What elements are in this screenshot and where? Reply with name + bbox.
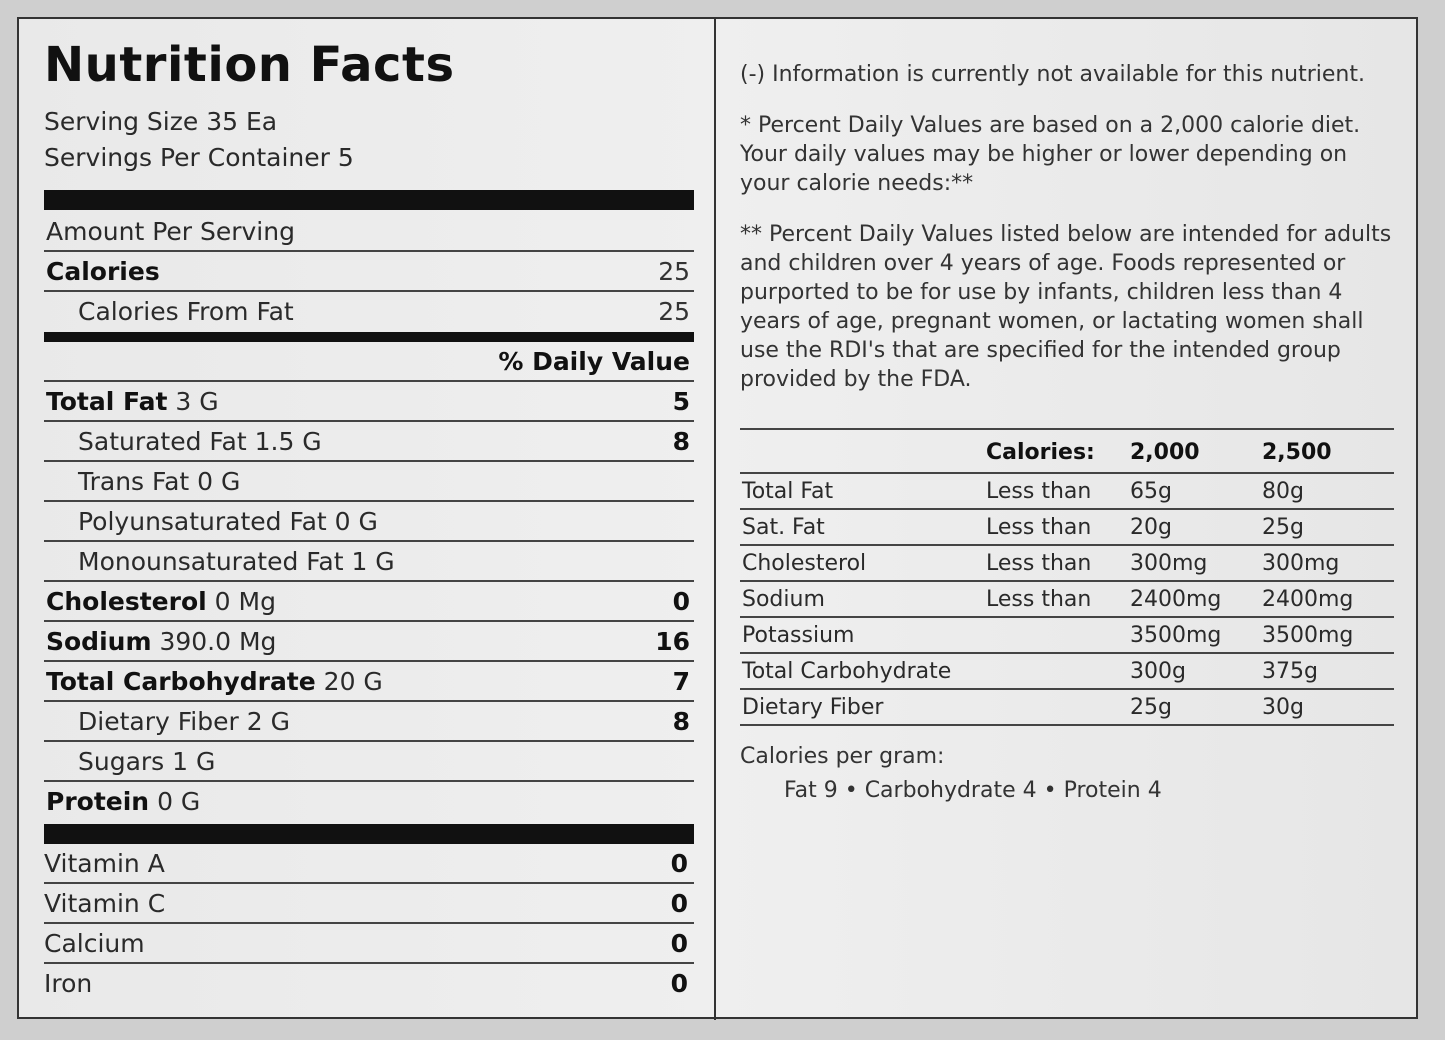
nutrient-row-trans-fat: [44, 462, 694, 502]
note-rdi: ** Percent Daily Values listed below are intended for adults and children over 4 years of age. Foods represented or purported to be for use by infants, children less than 4 years of age, pregnant women, or lactating women shall use the RDI's that are specified for the intended group provided by the FDA.: [740, 222, 1392, 392]
calories-per-gram-factors: Fat 9 • Carbohydrate 4 • Protein 4: [784, 778, 1162, 803]
thick-bar-top: [44, 190, 694, 210]
vitamin-dv: 0: [670, 969, 688, 998]
dv-nutrient: Total Carbohydrate: [742, 659, 952, 684]
vitamin-name: Vitamin A: [44, 849, 165, 878]
nutrient-name: Trans Fat: [78, 467, 190, 496]
nutrient-name: Total Carbohydrate: [46, 667, 316, 696]
nutrient-row-total-fat: [44, 382, 694, 422]
dv-header-col1: 2,000: [1130, 440, 1200, 465]
nutrient-amount: 1.5 G: [254, 427, 322, 456]
nutrient-row-monounsaturated-fat: [44, 542, 694, 582]
nutrient-row-sugars: [44, 742, 694, 782]
dv-value-2000: 300mg: [1130, 551, 1208, 576]
nutrient-amount: 390.0 Mg: [159, 627, 277, 656]
table-row: [740, 546, 1394, 582]
note-percent-dv: * Percent Daily Values are based on a 2,000 calorie diet. Your daily values may be higher or lower depending on your calorie needs:**: [740, 113, 1361, 196]
nutrient-amount: 0 G: [197, 467, 241, 496]
dv-qualifier: Less than: [986, 551, 1092, 576]
dv-value-2500: 80g: [1262, 479, 1304, 504]
nutrient-row-protein: [44, 782, 694, 822]
nutrient-row-total-carbohydrate: [44, 662, 694, 702]
nutrient-name: Cholesterol: [46, 587, 207, 616]
nutrient-name: Saturated Fat: [78, 427, 247, 456]
vitamin-name: Vitamin C: [44, 889, 166, 918]
calories-from-fat-value: 25: [658, 297, 690, 326]
dv-value-2500: 2400mg: [1262, 587, 1354, 612]
amount-per-serving-row: [44, 212, 694, 252]
amount-per-serving: Amount Per Serving: [46, 217, 295, 246]
vitamin-row-c: [44, 884, 694, 924]
dv-header-label: Calories:: [986, 440, 1095, 465]
dv-header-col2: 2,500: [1262, 440, 1332, 465]
dv-qualifier: Less than: [986, 479, 1092, 504]
nutrient-amount: 3 G: [175, 387, 219, 416]
nutrient-amount: 20 G: [323, 667, 383, 696]
nutrient-amount: 1 G: [351, 547, 395, 576]
nutrient-row-dietary-fiber: [44, 702, 694, 742]
dv-value-2500: 375g: [1262, 659, 1318, 684]
dv-value-2500: 30g: [1262, 695, 1304, 720]
nutrient-row-sodium: [44, 622, 694, 662]
table-row: [740, 654, 1394, 690]
vitamin-row-iron: [44, 964, 694, 1004]
footnotes-panel: [740, 60, 1394, 416]
table-row: [740, 690, 1394, 726]
dv-value-2000: 20g: [1130, 515, 1172, 540]
nutrition-facts-panel: [44, 30, 694, 1004]
label-title: Nutrition Facts: [44, 37, 455, 93]
dv-qualifier: Less than: [986, 587, 1092, 612]
nutrient-dv: 0: [672, 587, 690, 616]
dv-nutrient: Total Fat: [742, 479, 834, 504]
vitamin-dv: 0: [670, 889, 688, 918]
vitamin-row-calcium: [44, 924, 694, 964]
servings-per-container: Servings Per Container 5: [44, 143, 354, 172]
dv-nutrient: Cholesterol: [742, 551, 867, 576]
nutrient-name: Monounsaturated Fat: [78, 547, 344, 576]
dv-qualifier: Less than: [986, 515, 1092, 540]
note-unavailable: (-) Information is currently not available for this nutrient.: [740, 62, 1365, 87]
nutrient-dv: 5: [672, 387, 690, 416]
nutrient-name: Polyunsaturated Fat: [78, 507, 327, 536]
table-row: [740, 510, 1394, 546]
dv-value-2500: 300mg: [1262, 551, 1340, 576]
daily-values-table: [740, 428, 1394, 726]
nutrient-name: Total Fat: [46, 387, 168, 416]
dv-value-2500: 25g: [1262, 515, 1304, 540]
thick-bar-mid: [44, 332, 694, 342]
table-row: [740, 618, 1394, 654]
nutrient-amount: 0 Mg: [214, 587, 276, 616]
dv-value-2000: 25g: [1130, 695, 1172, 720]
serving-size: Serving Size 35 Ea: [44, 107, 278, 136]
dv-value-2000: 65g: [1130, 479, 1172, 504]
nutrient-amount: 0 G: [334, 507, 378, 536]
thick-bar-bottom: [44, 824, 694, 844]
vitamin-row-a: [44, 844, 694, 884]
nutrient-name: Sugars: [78, 747, 165, 776]
nutrient-name: Protein: [46, 787, 150, 816]
nutrient-amount: 1 G: [172, 747, 216, 776]
calories-per-gram: [740, 740, 1162, 808]
dv-nutrient: Sat. Fat: [742, 515, 825, 540]
calories-row: [44, 252, 694, 292]
table-row: [740, 474, 1394, 510]
nutrient-name: Dietary Fiber: [78, 707, 239, 736]
dv-table-header: [740, 428, 1394, 474]
panel-divider: [714, 18, 716, 1020]
calories-label: Calories: [46, 257, 160, 286]
nutrient-name: Sodium: [46, 627, 152, 656]
nutrient-amount: 2 G: [246, 707, 290, 736]
vitamin-dv: 0: [670, 849, 688, 878]
vitamin-name: Iron: [44, 969, 93, 998]
calories-per-gram-label: Calories per gram:: [740, 744, 945, 769]
calories-from-fat-row: [44, 292, 694, 332]
nutrient-dv: 16: [655, 627, 690, 656]
nutrient-row-polyunsaturated-fat: [44, 502, 694, 542]
nutrient-dv: 8: [672, 427, 690, 456]
nutrient-row-cholesterol: [44, 582, 694, 622]
nutrient-dv: 7: [672, 667, 690, 696]
dv-value-2000: 3500mg: [1130, 623, 1222, 648]
nutrient-amount: 0 G: [157, 787, 201, 816]
dv-value-2000: 300g: [1130, 659, 1186, 684]
dv-value-2500: 3500mg: [1262, 623, 1354, 648]
dv-nutrient: Dietary Fiber: [742, 695, 884, 720]
dv-value-2000: 2400mg: [1130, 587, 1222, 612]
vitamin-dv: 0: [670, 929, 688, 958]
calories-from-fat-label: Calories From Fat: [78, 297, 294, 326]
calories-value: 25: [658, 257, 690, 286]
dv-nutrient: Sodium: [742, 587, 825, 612]
daily-value-header: % Daily Value: [44, 342, 694, 382]
vitamin-name: Calcium: [44, 929, 145, 958]
nutrient-dv: 8: [672, 707, 690, 736]
nutrient-row-saturated-fat: [44, 422, 694, 462]
table-row: [740, 582, 1394, 618]
dv-nutrient: Potassium: [742, 623, 855, 648]
